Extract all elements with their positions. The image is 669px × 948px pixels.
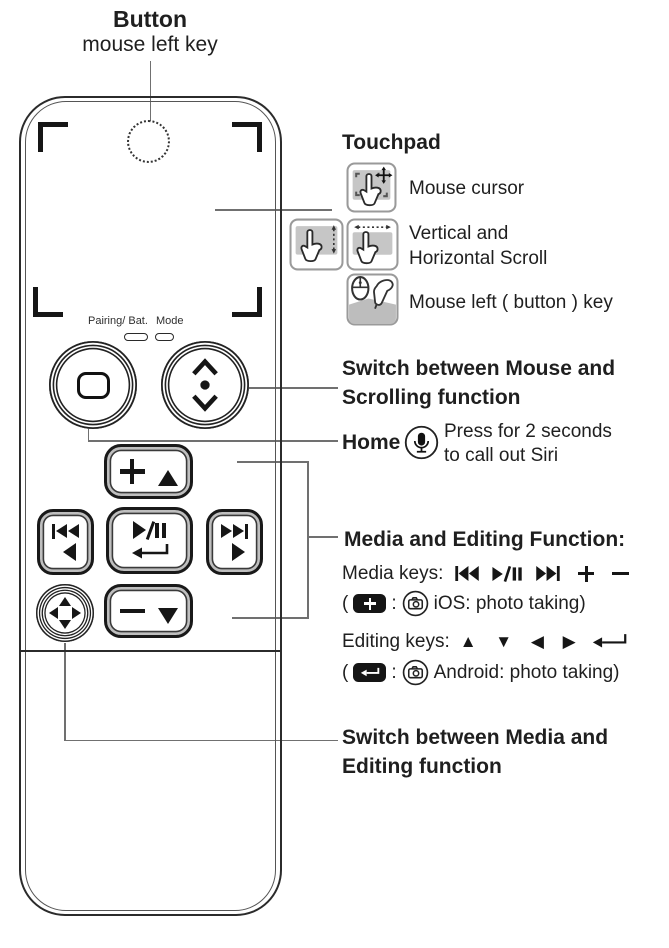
skip-back-icon	[455, 566, 480, 581]
volume-down-arrow-button	[104, 584, 193, 638]
switch-media-line2: Editing function	[342, 754, 502, 778]
plus-icon	[578, 566, 594, 582]
mouse-scroll-switch-button	[161, 341, 249, 429]
home-button	[49, 341, 137, 429]
switch-media-line1: Switch between Media and	[342, 726, 609, 749]
button-callout-title: Button	[112, 6, 188, 32]
minus-icon	[120, 609, 145, 614]
touchpad-corner-bottom-right	[232, 287, 262, 317]
editing-keys-row	[342, 629, 628, 654]
hidden-left-click-button	[127, 120, 170, 163]
vertical-scroll-icon	[289, 218, 344, 271]
home-square-icon	[77, 372, 110, 399]
plus-icon	[120, 459, 145, 484]
chevron-up-down-icon	[186, 358, 224, 412]
next-track-button	[206, 509, 263, 575]
mouse-cursor-icon	[346, 162, 397, 213]
volume-up-arrow-button	[104, 444, 193, 499]
ios-note-text: iOS: photo taking)	[433, 592, 586, 614]
return-arrow-icon	[130, 543, 170, 561]
minus-icon	[612, 572, 629, 575]
android-note-text: Android: photo taking)	[433, 661, 620, 683]
home-label: Home	[342, 431, 401, 454]
note-open-paren: (	[342, 592, 349, 614]
arrow-triangles-glyphs: ▲ ▼ ◀ ▶	[459, 631, 583, 651]
leader-media-bracket	[307, 461, 309, 619]
previous-track-button	[37, 509, 94, 575]
touchpad-row-label: Mouse left ( button ) key	[409, 292, 613, 313]
microphone-icon	[404, 425, 439, 460]
dpad-up-icon	[59, 597, 71, 606]
touchpad-row-label-line1: Vertical and	[409, 223, 509, 244]
play-pause-icon	[492, 566, 523, 582]
skip-forward-icon	[221, 524, 248, 539]
mouse-left-key-icon	[346, 273, 399, 326]
media-keys-row	[342, 561, 629, 586]
down-triangle-icon	[158, 608, 178, 624]
switch-mouse-line2: Scrolling function	[342, 385, 521, 409]
left-triangle-icon	[63, 543, 76, 561]
return-arrow-icon	[591, 633, 628, 650]
play-pause-button	[106, 507, 193, 574]
android-photo-note	[342, 659, 620, 686]
remote-lower-seam	[21, 650, 280, 652]
media-keys-label: Media keys:	[342, 563, 444, 584]
ios-photo-note	[342, 590, 586, 617]
return-badge-icon	[353, 663, 386, 682]
mode-label: Mode	[156, 315, 184, 327]
camera-icon	[402, 659, 429, 686]
note-colon: :	[391, 661, 397, 683]
siri-note-line2: to call out Siri	[444, 444, 559, 466]
pairing-led	[124, 333, 148, 341]
note-colon: :	[391, 592, 397, 614]
leader-media-connector	[308, 536, 338, 538]
dpad-left-icon	[49, 607, 58, 619]
button-callout-subtitle: mouse left key	[82, 33, 218, 56]
horizontal-scroll-icon	[346, 218, 399, 271]
play-pause-icon	[133, 521, 167, 540]
mode-led	[155, 333, 174, 341]
siri-note-line1: Press for 2 seconds	[444, 421, 612, 442]
dpad-right-icon	[72, 607, 81, 619]
media-edit-switch-button	[36, 584, 94, 642]
touchpad-corner-top-left	[38, 122, 68, 152]
note-open-paren: (	[342, 661, 349, 683]
touchpad-row-label-line2: Horizontal Scroll	[409, 248, 548, 269]
right-triangle-icon	[232, 543, 245, 561]
touchpad-heading: Touchpad	[342, 131, 441, 154]
skip-back-icon	[52, 524, 79, 539]
dpad-down-icon	[59, 620, 71, 629]
touchpad-corner-top-right	[232, 122, 262, 152]
up-triangle-icon	[158, 470, 178, 486]
touchpad-row-label: Mouse cursor	[409, 178, 525, 199]
media-editing-heading: Media and Editing Function:	[344, 528, 626, 551]
plus-badge-icon	[353, 594, 386, 613]
touchpad-corner-bottom-left	[33, 287, 63, 317]
skip-forward-icon	[535, 566, 560, 581]
pairing-battery-label: Pairing/ Bat.	[88, 315, 148, 327]
remote-body-inner-outline	[25, 101, 276, 911]
camera-icon	[402, 590, 429, 617]
switch-mouse-line1: Switch between Mouse and	[342, 357, 616, 380]
editing-keys-label: Editing keys:	[342, 631, 450, 652]
